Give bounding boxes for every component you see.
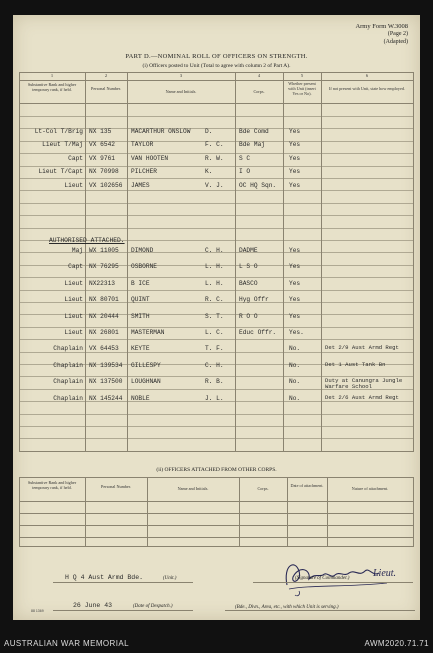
sec2-header-date: Date of attachment. xyxy=(290,483,324,488)
despatch-date: 26 June 43 xyxy=(73,602,113,609)
name-cell: PILCHER xyxy=(131,168,157,176)
name-cell: LOUGHNAN xyxy=(131,378,161,386)
initials-cell: V. J. xyxy=(205,181,224,189)
attached-other-corps-table xyxy=(19,477,414,547)
unit-value: H Q 4 Aust Armd Bde. xyxy=(65,574,144,581)
corps-cell: Educ Offr. xyxy=(239,329,277,336)
corps-cell: BASCO xyxy=(239,279,258,287)
name-cell: VAN HOOTEN xyxy=(131,154,169,162)
rank-cell: Lieut xyxy=(64,181,83,189)
name-cell: OSBORNE xyxy=(131,263,157,271)
present-cell: No. xyxy=(289,394,301,402)
present-cell: Yes xyxy=(289,279,301,287)
rank-cell: Chaplain xyxy=(53,394,83,402)
section2-title: (ii) OFFICERS ATTACHED FROM OTHER CORPS. xyxy=(156,467,277,473)
initials-cell: R. C. xyxy=(205,296,224,304)
table-row xyxy=(19,167,414,179)
rank-cell: Chaplain xyxy=(53,361,83,369)
employed-cell: Duty at Canungra Jungle Warfare School xyxy=(325,377,403,391)
form-adapted: (Adapted) xyxy=(383,38,408,45)
table-row xyxy=(19,295,414,307)
number-cell: NX 20444 xyxy=(89,312,119,320)
present-cell: Yes xyxy=(289,296,301,304)
rank-cell: Chaplain xyxy=(53,345,83,353)
number-cell: NX22313 xyxy=(89,279,115,287)
corps-cell: L S O xyxy=(239,263,258,271)
col-number-4: 4 xyxy=(257,73,261,78)
number-cell: VX 64453 xyxy=(89,345,119,353)
name-cell: KEYTE xyxy=(131,345,150,353)
initials-cell: F. C. xyxy=(205,141,224,149)
present-cell: No. xyxy=(289,345,301,353)
rank-cell: Chaplain xyxy=(53,378,83,386)
part-title: PART D.—NOMINAL ROLL OF OFFICERS ON STRENGTH. xyxy=(125,53,308,60)
initials-cell: K. xyxy=(205,168,213,176)
corps-cell: Bde Maj xyxy=(239,141,265,149)
number-cell: NX 76295 xyxy=(89,263,119,271)
initials-cell: C. H. xyxy=(205,247,224,254)
employed-cell: Det 2/6 Aust Armd Regt xyxy=(325,393,399,401)
present-cell: Yes xyxy=(289,141,301,149)
form-sheet xyxy=(13,15,420,620)
sec2-header-number: Personal Number. xyxy=(100,484,131,489)
rank-cell: Capt xyxy=(68,263,83,271)
col-header-name: Name and Initials. xyxy=(165,89,197,94)
corps-cell: S C xyxy=(239,154,251,162)
bde-label: (Bde., Divn., Area, etc., with which Unit is serving.) xyxy=(235,605,339,610)
corps-cell: Hyg Offr xyxy=(239,296,269,304)
rank-cell: Lieut xyxy=(64,279,83,287)
rank-cell: Lieut xyxy=(64,329,83,336)
initials-cell: S. T. xyxy=(205,312,224,320)
rank-cell: Lieut xyxy=(64,312,83,320)
attached-heading: AUTHORISED ATTACHED. xyxy=(49,237,125,244)
initials-cell: L. H. xyxy=(205,263,224,271)
rank-cell: Capt xyxy=(68,154,83,162)
number-cell: NX 80701 xyxy=(89,296,119,304)
table-row xyxy=(19,312,414,324)
rank-cell: Lt-Col T/Brig xyxy=(34,128,83,135)
table-row xyxy=(19,377,414,389)
table-row xyxy=(19,246,414,258)
present-cell: Yes xyxy=(289,263,301,271)
form-id xyxy=(355,23,408,46)
present-cell: Yes xyxy=(289,154,301,162)
table-row xyxy=(19,344,414,356)
sec2-header-corps: Corps. xyxy=(257,486,269,491)
col-number-2: 2 xyxy=(104,73,108,78)
employed-cell: Det 2/9 Aust Armd Regt xyxy=(325,344,399,352)
col-header-employed: If not present with Unit, state how employed. xyxy=(329,86,405,91)
number-cell: NX 139534 xyxy=(89,361,123,369)
signature-label: (Signature of Commander.) xyxy=(295,576,350,581)
caption-right: AWM2020.71.71 xyxy=(364,639,429,648)
sec2-header-rank: Substantive Rank and higher temporary rank, if held. xyxy=(27,480,77,490)
present-cell: Yes xyxy=(289,247,301,254)
rank-cell: Maj xyxy=(71,247,83,254)
name-cell: B ICE xyxy=(131,279,150,287)
present-cell: Yes xyxy=(289,312,301,320)
initials-cell: T. F. xyxy=(205,345,224,353)
initials-cell: R. B. xyxy=(205,378,224,386)
col-number-1: 1 xyxy=(50,73,54,78)
initials-cell: L. H. xyxy=(205,279,224,287)
table-row xyxy=(19,127,414,139)
col-header-number: Personal Number. xyxy=(90,86,121,91)
despatch-date-label: (Date of Despatch.) xyxy=(133,604,173,609)
initials-cell: R. W. xyxy=(205,154,224,162)
number-cell: NX 26801 xyxy=(89,329,119,336)
number-cell: NX 70998 xyxy=(89,168,119,176)
number-cell: NX 145244 xyxy=(89,394,123,402)
number-cell: WX 11005 xyxy=(89,247,119,254)
form-page: (Page 2) xyxy=(387,31,408,38)
initials-cell: D. xyxy=(205,128,213,135)
col-number-3: 3 xyxy=(179,73,183,78)
unit-label: (Unit.) xyxy=(163,576,177,581)
col-number-6: 6 xyxy=(365,73,369,78)
col-header-rank: Substantive Rank and higher temporary rank, if held. xyxy=(27,82,77,92)
table-row xyxy=(19,279,414,291)
present-cell: Yes xyxy=(289,128,301,135)
number-cell: VX 102656 xyxy=(89,181,123,189)
rank-cell: Lieut T/Capt xyxy=(38,168,83,176)
present-cell: No. xyxy=(289,378,301,386)
table-row xyxy=(19,140,414,152)
col-header-present: Whether present with Unit (insert Yes or No). xyxy=(288,81,316,96)
name-cell: NOBLE xyxy=(131,394,150,402)
employed-cell: Det 1 Aust Tank Bn xyxy=(325,360,386,368)
section1-title: (i) Officers posted to Unit (Total to agree with column 2 of Part A). xyxy=(142,63,291,69)
sec2-header-nature: Nature of attachment. xyxy=(351,486,389,491)
rank-cell: Lieut xyxy=(64,296,83,304)
number-cell: NX 137500 xyxy=(89,378,123,386)
name-cell: SMITH xyxy=(131,312,150,320)
sec2-header-name: Name and Initials. xyxy=(177,486,209,491)
nominal-roll-table xyxy=(19,72,414,452)
corps-cell: OC HQ Sqn. xyxy=(239,181,277,189)
table-row xyxy=(19,394,414,406)
col-header-corps: Corps. xyxy=(253,89,265,94)
caption-left: AUSTRALIAN WAR MEMORIAL xyxy=(4,639,129,648)
form-number: Army Form W.3008 xyxy=(355,23,408,30)
number-cell: VX 9761 xyxy=(89,154,115,162)
caption-bar xyxy=(0,635,433,653)
name-cell: DIMOND xyxy=(131,247,154,254)
rank-cell: Lieut T/Maj xyxy=(42,141,83,149)
table-row xyxy=(19,328,414,340)
name-cell: JAMES xyxy=(131,181,150,189)
corps-cell: DADME xyxy=(239,247,258,254)
name-cell: MACARTHUR ONSLOW xyxy=(131,128,191,135)
corps-cell: R O O xyxy=(239,312,258,320)
col-number-5: 5 xyxy=(300,73,304,78)
name-cell: MASTERMAN xyxy=(131,329,165,336)
present-cell: Yes. xyxy=(289,329,304,336)
present-cell: Yes xyxy=(289,168,301,176)
corps-cell: Bde Comd xyxy=(239,128,269,135)
initials-cell: C. H. xyxy=(205,361,224,369)
name-cell: GILLESPY xyxy=(131,361,161,369)
name-cell: QUINT xyxy=(131,296,150,304)
print-code: 88 1369 xyxy=(31,609,44,613)
table-row xyxy=(19,154,414,166)
name-cell: TAYLOR xyxy=(131,141,154,149)
table-row xyxy=(19,361,414,373)
corps-cell: I O xyxy=(239,168,251,176)
number-cell: NX 135 xyxy=(89,128,112,135)
initials-cell: L. C. xyxy=(205,329,224,336)
present-cell: No. xyxy=(289,361,301,369)
signature-rank: Lieut. xyxy=(373,568,397,579)
initials-cell: J. L. xyxy=(205,394,224,402)
table-row xyxy=(19,262,414,274)
present-cell: Yes xyxy=(289,181,301,189)
number-cell: VX 6542 xyxy=(89,141,115,149)
table-row xyxy=(19,181,414,193)
